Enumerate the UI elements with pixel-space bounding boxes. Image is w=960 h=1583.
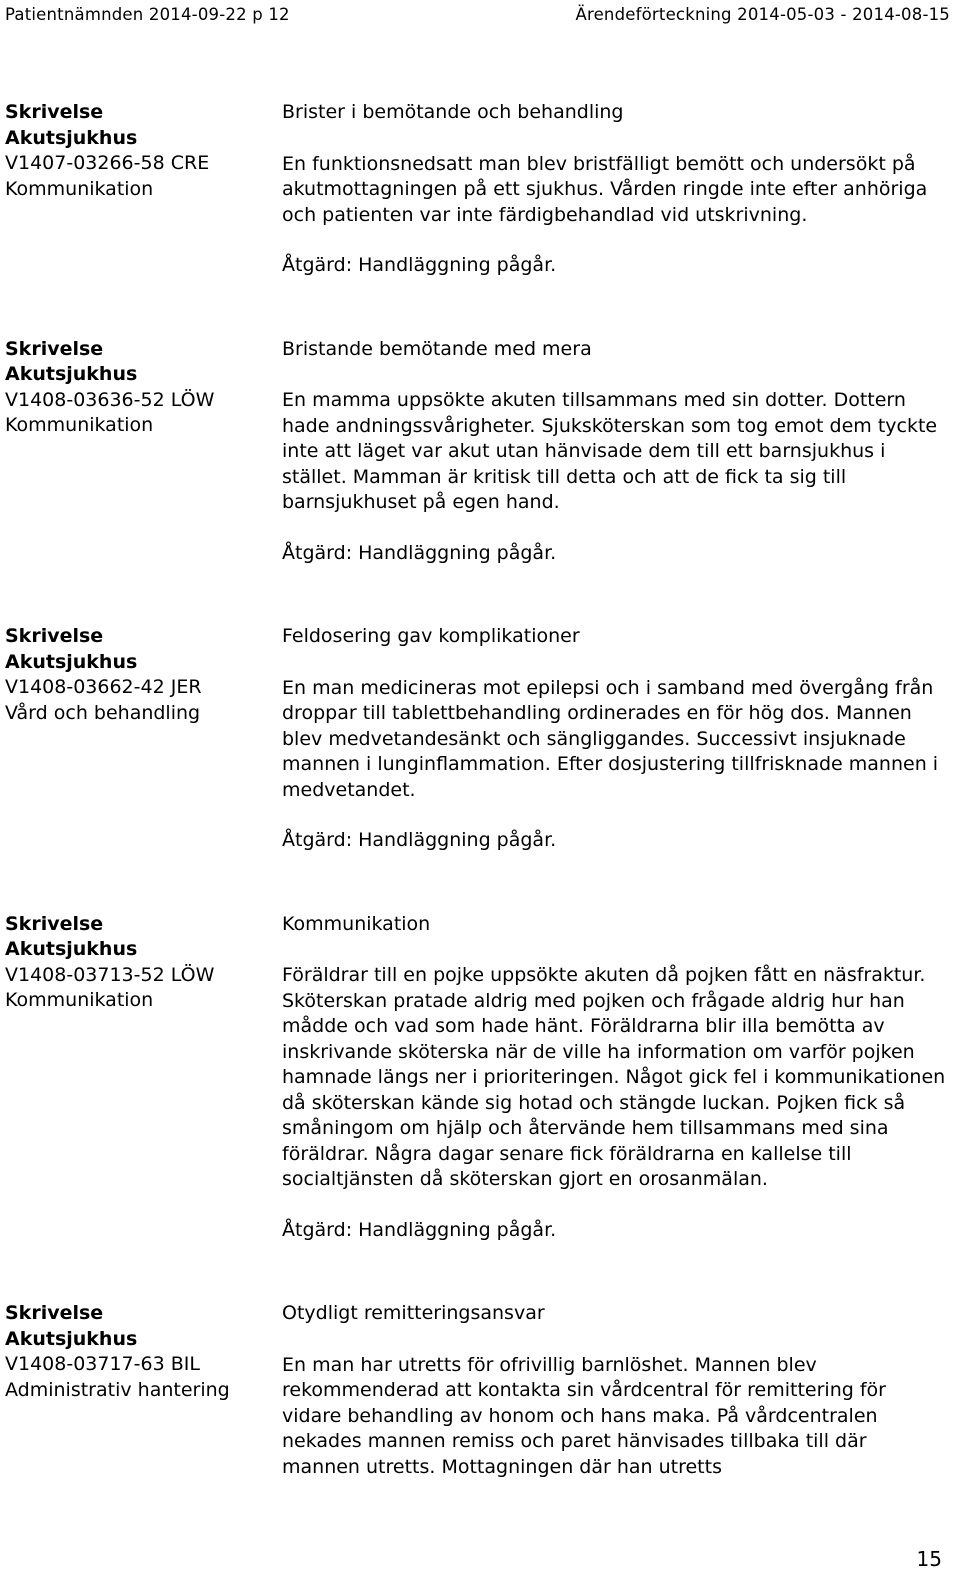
case-title: Kommunikation [282,912,431,935]
case-doc-type: Skrivelse [5,625,104,647]
case-entry [5,912,950,1244]
case-meta [5,912,282,1244]
case-unit: Akutsjukhus [5,938,138,960]
case-category: Vård och behandling [5,701,201,724]
case-entry [5,1301,950,1505]
case-title: Brister i bemötande och behandling [282,101,624,123]
case-body [282,1301,950,1505]
case-body [282,337,950,567]
case-description: Föräldrar till en pojke uppsökte akuten då pojken fått en näsfraktur. Sköterskan pratade aldrig med pojken och frågade aldrig hur han mådde och vad som hade hänt. Föräldrarna blir illa bemötta av inskrivande sköterska när de ville ha information om varför pojken hamnade längs ner i prioriteringen. Något gick fel i kommunikationen då sköterskan kände sig hotad och stängde luckan. Pojken fick så småningom om hjälp och återvände hem tillsammans med sina föräldrar. Några dagar senare fick föräldrarna en kallelse till socialtjänsten då sköterskan gjort en orosanmälan. [282,964,946,1190]
case-entry [5,100,950,279]
case-unit: Akutsjukhus [5,650,138,673]
case-title: Feldosering gav komplikationer [282,625,580,647]
case-description: En man medicineras mot epilepsi och i samband med övergång från droppar till tablettbehandling ordinerades en för hög dos. Mannen blev medvetandesänkt och sängliggandes. Successivt insjuknade mannen i lunginflammation. Efter dosjustering tillfrisknade mannen i medvetandet. [282,676,939,801]
case-action: Åtgärd: Handläggning pågår. [282,541,557,564]
case-id: V1407-03266-58 CRE [5,152,210,174]
case-title: Otydligt remitteringsansvar [282,1302,545,1324]
case-meta [5,624,282,854]
case-doc-type: Skrivelse [5,1302,104,1324]
case-action: Åtgärd: Handläggning pågår. [282,254,557,276]
case-action: Åtgärd: Handläggning pågår. [282,829,557,851]
case-unit: Akutsjukhus [5,126,138,149]
case-entry [5,337,950,567]
header-right-text: Ärendeförteckning 2014-05-03 - 2014-08-15 [575,5,950,24]
case-list [5,100,950,1563]
case-id: V1408-03717-63 BIL [5,1353,200,1375]
header-left-text: Patientnämnden 2014-09-22 p 12 [5,5,290,24]
case-body [282,624,950,854]
case-unit: Akutsjukhus [5,1327,138,1350]
page-header [5,4,950,28]
case-id: V1408-03713-52 LÖW [5,963,215,986]
case-entry [5,624,950,854]
case-doc-type: Skrivelse [5,101,104,123]
case-unit: Akutsjukhus [5,363,138,385]
case-action: Åtgärd: Handläggning pågår. [282,1218,557,1241]
case-meta [5,337,282,567]
case-meta [5,100,282,279]
case-description: En mamma uppsökte akuten tillsammans med sin dotter. Dottern hade andningssvårigheter. Sjuksköterskan som tog emot dem tyckte inte att läget var akut utan hänvisade dem till ett barnsjukhus i stället. Mamman är kritisk till detta och att de fick ta sig till barnsjukhuset på egen hand. [282,389,938,513]
case-id: V1408-03636-52 LÖW [5,388,215,411]
case-description: En funktionsnedsatt man blev bristfälligt bemött och undersökt på akutmottagningen på ett sjukhus. Vården ringde inte efter anhöriga och patienten var inte färdigbehandlad vid utskrivning. [282,152,928,226]
case-body [282,100,950,279]
case-doc-type: Skrivelse [5,337,104,360]
case-title: Bristande bemötande med mera [282,337,592,360]
case-doc-type: Skrivelse [5,912,104,935]
case-description: En man har utretts för ofrivillig barnlöshet. Mannen blev rekommenderad att kontakta sin vårdcentral för remittering för vidare behandling av honom och hans maka. På vårdcentralen nekades mannen remiss och paret hänvisades tillbaka till där mannen utretts. Mottagningen där han utretts [282,1353,886,1478]
case-category: Administrativ hantering [5,1378,230,1401]
case-category: Kommunikation [5,989,154,1011]
case-meta [5,1301,282,1505]
case-category: Kommunikation [5,177,154,200]
case-id: V1408-03662-42 JER [5,676,202,698]
page-number: 15 [916,1547,942,1571]
case-body [282,912,950,1244]
case-category: Kommunikation [5,414,154,436]
